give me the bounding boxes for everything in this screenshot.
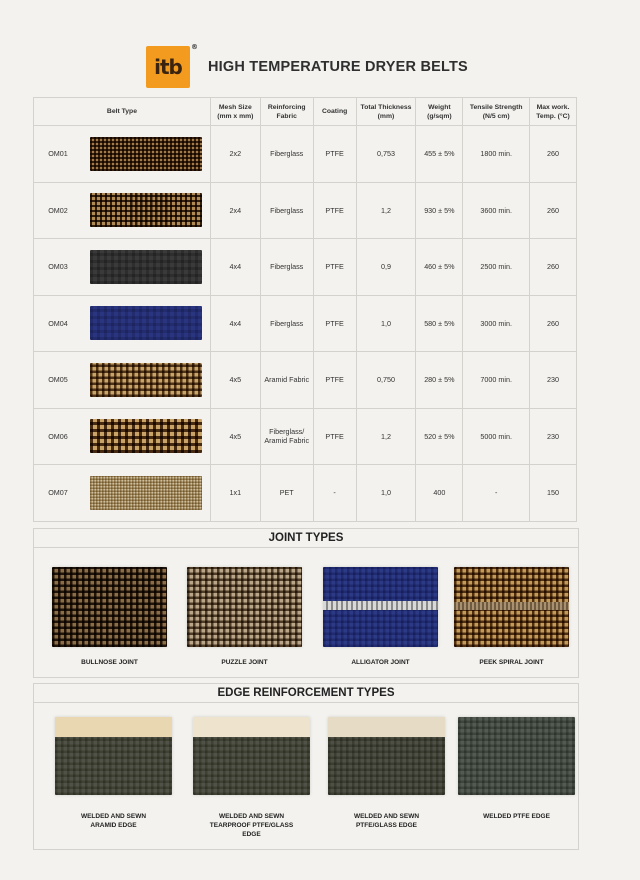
belt-type-cell: [34, 408, 211, 465]
belt-code: OM01: [48, 149, 68, 159]
tensile-cell: 2500 min.: [463, 239, 530, 296]
weight-cell: 460 ± 5%: [416, 239, 463, 296]
mesh-size-cell: 2x2: [210, 126, 260, 183]
belt-code: OM07: [48, 488, 68, 498]
joint-label: ALLIGATOR JOINT: [351, 659, 410, 666]
fabric-cell: [260, 465, 313, 522]
edge-label: [450, 812, 583, 821]
column-header: [34, 98, 211, 126]
column-header: [210, 98, 260, 126]
belt-swatch-image: [90, 306, 202, 340]
column-header-line1: Tensile Strength: [469, 103, 523, 111]
edge-image: [55, 717, 172, 795]
coating-cell: PTFE: [313, 182, 356, 239]
fabric-line2: Aramid Fabric: [264, 436, 310, 446]
temp-cell: 150: [530, 465, 577, 522]
belt-swatch-image: [90, 363, 202, 397]
fabric-cell: [260, 352, 313, 409]
coating-cell: PTFE: [313, 126, 356, 183]
column-header-line2: (g/sqm): [427, 112, 452, 120]
edge-image: [328, 717, 445, 795]
thickness-cell: 1,2: [356, 182, 416, 239]
table-row: [34, 182, 577, 239]
column-header: [530, 98, 577, 126]
edge-band: [193, 717, 310, 737]
joint-label: BULLNOSE JOINT: [81, 659, 138, 666]
table-row: [34, 352, 577, 409]
tensile-cell: 5000 min.: [463, 408, 530, 465]
fabric-line1: Fiberglass: [270, 149, 304, 159]
coating-cell: PTFE: [313, 239, 356, 296]
column-header-line2: (mm x mm): [217, 112, 254, 120]
edge-label-line: WELDED AND SEWN: [80, 813, 147, 820]
temp-cell: 230: [530, 352, 577, 409]
edge-label-line: WELDED PTFE EDGE: [483, 813, 550, 820]
edge-band: [55, 717, 172, 737]
edge-label-line: ARAMID EDGE: [90, 822, 137, 829]
coating-cell: -: [313, 465, 356, 522]
column-header: [463, 98, 530, 126]
belt-code: OM02: [48, 205, 68, 215]
tensile-cell: 3000 min.: [463, 295, 530, 352]
mesh-size-cell: 4x5: [210, 352, 260, 409]
mesh-size-cell: 4x4: [210, 239, 260, 296]
belt-type-cell: [34, 182, 211, 239]
mesh-size-cell: 1x1: [210, 465, 260, 522]
edge-label-line: EDGE: [242, 831, 261, 838]
spiral-strip: [454, 602, 569, 610]
column-header-line1: Reinforcing: [267, 103, 306, 111]
belt-code: OM03: [48, 262, 68, 272]
temp-cell: 260: [530, 182, 577, 239]
belt-type-cell: [34, 239, 211, 296]
column-header: [416, 98, 463, 126]
edge-band: [328, 717, 445, 737]
belt-type-cell: [34, 352, 211, 409]
itb-logo: [146, 43, 197, 88]
joint-types-section: [33, 528, 579, 678]
joint-label: PEEK SPIRAL JOINT: [479, 659, 544, 666]
fabric-line1: Fiberglass: [270, 205, 304, 215]
edge-types-section: [33, 683, 579, 850]
column-header-line2: Fabric: [276, 112, 297, 120]
column-header-line1: Total Thickness: [360, 103, 412, 111]
belt-code: OM05: [48, 375, 68, 385]
joint-types-title: JOINT TYPES: [34, 529, 578, 548]
weight-cell: 455 ± 5%: [416, 126, 463, 183]
tensile-cell: 1800 min.: [463, 126, 530, 183]
tensile-cell: 7000 min.: [463, 352, 530, 409]
logo-registered-mark: ®: [191, 43, 197, 51]
belt-swatch-image: [90, 137, 202, 171]
table-body: [34, 126, 577, 522]
table-row: [34, 239, 577, 296]
joint-image: [323, 567, 438, 647]
fabric-line1: PET: [279, 488, 294, 498]
belt-swatch-image: [90, 419, 202, 453]
edge-label-line: WELDED AND SEWN: [218, 813, 285, 820]
thickness-cell: 0,750: [356, 352, 416, 409]
mesh-size-cell: 4x5: [210, 408, 260, 465]
fabric-line1: Fiberglass/: [269, 427, 305, 437]
thickness-cell: 0,9: [356, 239, 416, 296]
belt-swatch-image: [90, 250, 202, 284]
table-header-row: [34, 98, 577, 126]
column-header-line1: Coating: [321, 108, 348, 115]
joint-image: [52, 567, 167, 647]
column-header-line1: Weight: [428, 103, 451, 111]
fabric-cell: [260, 126, 313, 183]
edge-types-title: EDGE REINFORCEMENT TYPES: [34, 684, 578, 703]
fabric-line1: Aramid Fabric: [264, 375, 310, 385]
belt-type-cell: [34, 465, 211, 522]
fabric-cell: [260, 295, 313, 352]
thickness-cell: 1,0: [356, 465, 416, 522]
weight-cell: 280 ± 5%: [416, 352, 463, 409]
weight-cell: 520 ± 5%: [416, 408, 463, 465]
thickness-cell: 1,2: [356, 408, 416, 465]
header: [146, 43, 468, 88]
belt-spec-table: [33, 97, 577, 522]
edge-image: [193, 717, 310, 795]
coating-cell: PTFE: [313, 295, 356, 352]
edge-label: [185, 812, 318, 839]
thickness-cell: 1,0: [356, 295, 416, 352]
fabric-line1: Fiberglass: [270, 262, 304, 272]
fabric-line1: Fiberglass: [270, 318, 304, 328]
column-header: [356, 98, 416, 126]
page-title: HIGH TEMPERATURE DRYER BELTS: [208, 59, 468, 75]
tensile-cell: 3600 min.: [463, 182, 530, 239]
belt-code: OM06: [48, 431, 68, 441]
table-row: [34, 408, 577, 465]
coating-cell: PTFE: [313, 352, 356, 409]
edge-label-line: TEARPROOF PTFE/GLASS: [209, 822, 294, 829]
temp-cell: 260: [530, 295, 577, 352]
belt-swatch-image: [90, 193, 202, 227]
belt-type-cell: [34, 295, 211, 352]
tensile-cell: -: [463, 465, 530, 522]
edge-label-line: WELDED AND SEWN: [353, 813, 420, 820]
edge-image: [458, 717, 575, 795]
temp-cell: 260: [530, 126, 577, 183]
thickness-cell: 0,753: [356, 126, 416, 183]
table-row: [34, 126, 577, 183]
column-header-line1: Max work.: [536, 103, 570, 111]
fabric-cell: [260, 408, 313, 465]
column-header-line2: (mm): [377, 112, 395, 120]
alligator-zip-strip: [323, 601, 438, 610]
logo-text: itb: [154, 55, 182, 79]
weight-cell: 580 ± 5%: [416, 295, 463, 352]
column-header-line2: (N/5 cm): [482, 112, 510, 120]
belt-code: OM04: [48, 318, 68, 328]
joint-image: [187, 567, 302, 647]
weight-cell: 930 ± 5%: [416, 182, 463, 239]
column-header-line2: Temp. (°C): [536, 112, 570, 120]
joint-label: PUZZLE JOINT: [221, 659, 268, 666]
mesh-size-cell: 2x4: [210, 182, 260, 239]
belt-swatch-image: [90, 476, 202, 510]
edge-label: [47, 812, 180, 830]
column-header-line1: Belt Type: [106, 108, 137, 115]
mesh-size-cell: 4x4: [210, 295, 260, 352]
table-row: [34, 465, 577, 522]
coating-cell: PTFE: [313, 408, 356, 465]
column-header-line1: Mesh Size: [218, 103, 252, 111]
edge-label-line: PTFE/GLASS EDGE: [355, 822, 418, 829]
belt-type-cell: [34, 126, 211, 183]
fabric-cell: [260, 182, 313, 239]
fabric-cell: [260, 239, 313, 296]
column-header: [260, 98, 313, 126]
table-row: [34, 295, 577, 352]
edge-label: [320, 812, 453, 830]
temp-cell: 230: [530, 408, 577, 465]
temp-cell: 260: [530, 239, 577, 296]
weight-cell: 400: [416, 465, 463, 522]
column-header: [313, 98, 356, 126]
joint-image: [454, 567, 569, 647]
